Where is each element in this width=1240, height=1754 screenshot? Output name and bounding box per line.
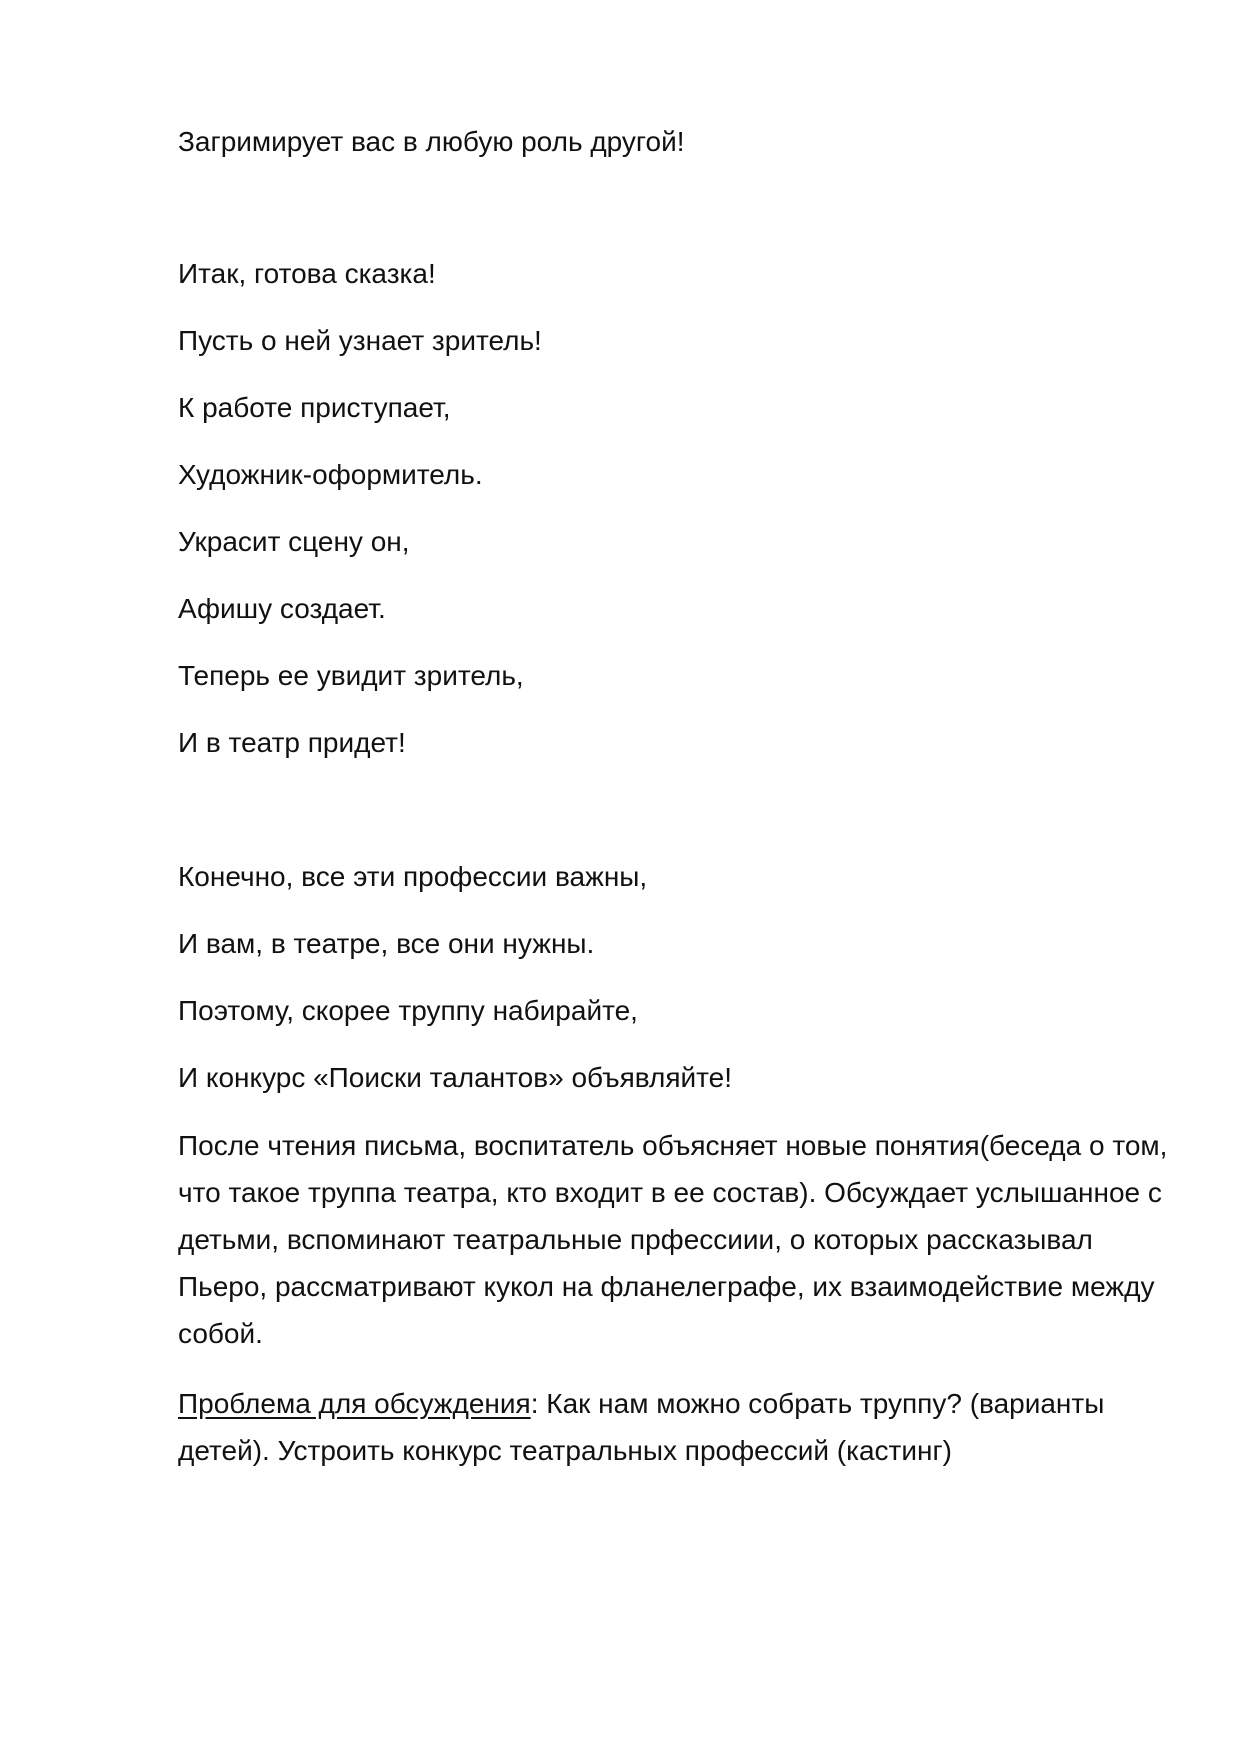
reading-paragraph-block: [178, 1122, 1168, 1357]
verse-line: Художник-оформитель.: [178, 459, 483, 490]
verse-line: И вам, в театре, все они нужны.: [178, 928, 595, 959]
stanza-artist: [178, 250, 1168, 786]
verse-line: Теперь ее увидит зритель,: [178, 660, 524, 691]
reading-paragraph: После чтения письма, воспитатель объясняет новые понятия(беседа о том, что такое труппа театра, кто входит в ее состав). Обсуждает услышанное с детьми, вспоминают театральные прфессиии, о которых рассказывал Пьеро, рассматривают кукол на фланелеграфе, их взаимодействие между собой.: [178, 1130, 1168, 1349]
intro-block: [178, 118, 1168, 165]
verse-line: Пусть о ней узнает зритель!: [178, 325, 542, 356]
verse-line: И в театр придет!: [178, 727, 406, 758]
problem-paragraph: [178, 1380, 1168, 1474]
verse-line: Афишу создает.: [178, 593, 386, 624]
problem-text: : Как нам можно собрать труппу? (варианты детей). Устроить конкурс театральных профессий (кастинг): [178, 1388, 1105, 1466]
verse-line: Конечно, все эти профессии важны,: [178, 861, 648, 892]
verse-line: Итак, готова сказка!: [178, 258, 436, 289]
problem-block: [178, 1380, 1168, 1474]
stanza-troupe: [178, 853, 1168, 1121]
intro-line: Загримирует вас в любую роль другой!: [178, 126, 685, 157]
verse-line: К работе приступает,: [178, 392, 451, 423]
verse-line: Поэтому, скорее труппу набирайте,: [178, 995, 638, 1026]
verse-line: Украсит сцену он,: [178, 526, 410, 557]
verse-line: И конкурс «Поиски талантов» объявляйте!: [178, 1062, 733, 1093]
problem-label: Проблема для обсуждения: [178, 1388, 531, 1419]
